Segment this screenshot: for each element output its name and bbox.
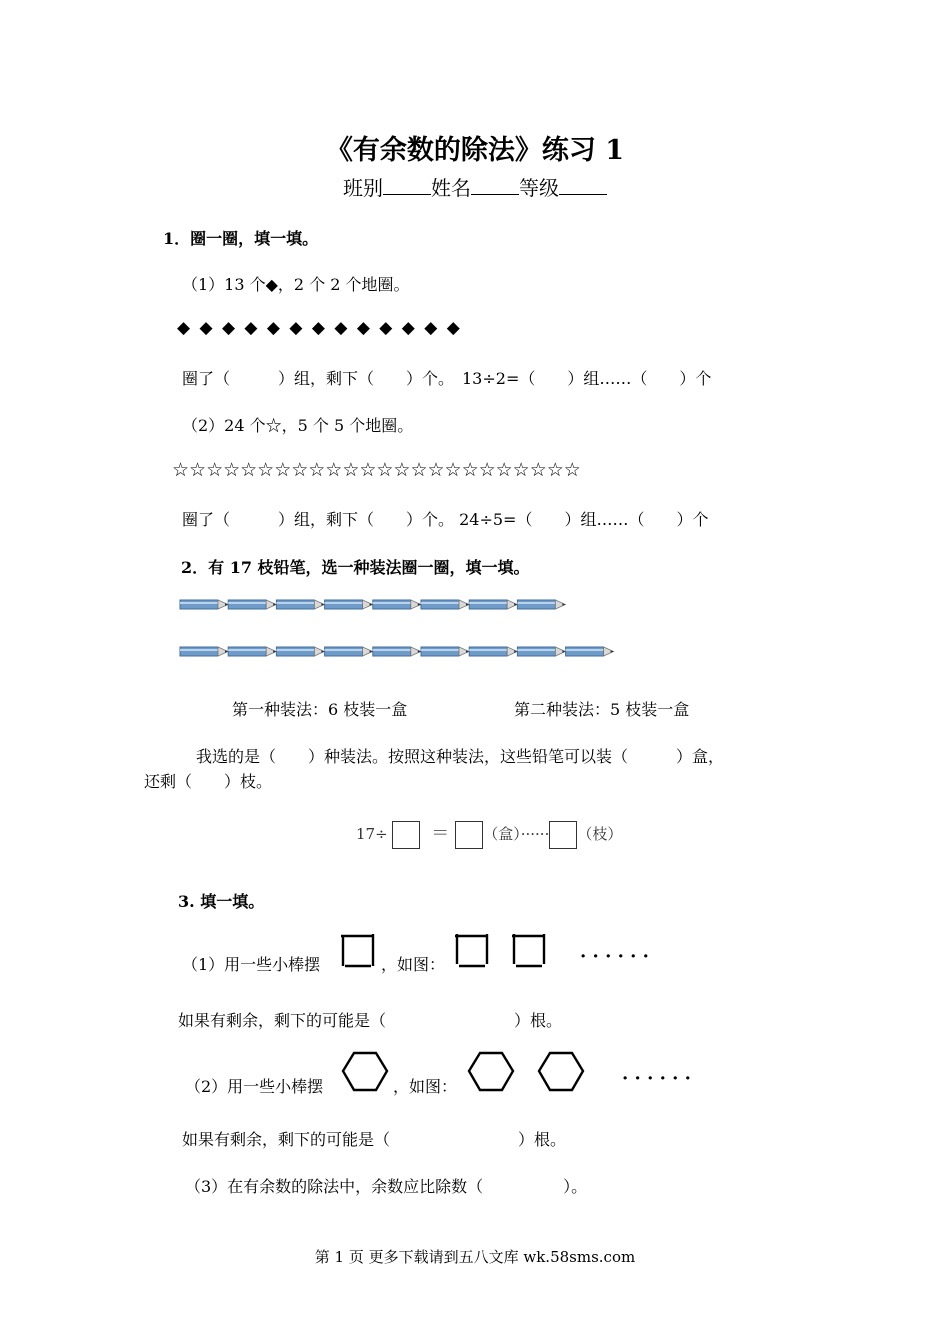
q2-choice-line-2: 还剩（ ）枝。 [144,772,273,791]
equals-sign: ＝ [431,823,450,844]
pencil-icon [180,600,228,609]
pencil-icon [469,647,517,656]
q3-heading: 3. 填一填。 [178,892,265,911]
q3-part2-prefix: （2）用一些小棒摆 [185,1077,324,1096]
square-shape-icon [339,932,379,970]
equation-dots: ······ [520,825,550,843]
q3-part2-mid: ，如图： [393,1077,458,1096]
class-label: 班别 [343,176,383,200]
quotient-box[interactable] [455,821,483,849]
pencil-icon [373,647,421,656]
q3-part1-answer: 如果有剩余，剩下的可能是（ ）根。 [178,1011,563,1030]
q3-part2-dots: · · · · · · [622,1068,691,1089]
q3-part1-dots: · · · · · · [580,946,649,967]
square-shape-icon [453,932,493,970]
pencil-icon [228,600,276,609]
stick-unit: （枝） [577,825,623,843]
box-unit: （盒） [483,825,521,843]
page-footer: 第 1 页 更多下载请到五八文库 wk.58sms.com [314,1248,636,1266]
hexagon-shape-icon [341,1050,391,1094]
q1-star-row: ☆☆☆☆☆☆☆☆☆☆☆☆☆☆☆☆☆☆☆☆☆☆☆☆ [172,459,581,481]
pencil-icon [421,647,469,656]
q3-part1-prefix: （1）用一些小棒摆 [182,955,321,974]
q3-part2-answer: 如果有剩余，剩下的可能是（ ）根。 [182,1130,567,1149]
page-title: 《有余数的除法》练习 1 [325,135,625,166]
pencil-icon [325,647,373,656]
pencil-icon [517,600,565,609]
hexagon-shape-icon [467,1050,517,1094]
hexagon-shape-icon [537,1050,587,1094]
q1-part1-answer: 圈了（ ）组，剩下（ ）个。 13÷2=（ ）组……（ ）个 [182,369,712,388]
pencil-icon [517,647,565,656]
pencil-icon [228,647,276,656]
class-blank[interactable] [383,174,431,195]
pencil-icon [180,647,228,656]
pencil-icon [373,600,421,609]
pencil-icon [469,600,517,609]
q1-part1-prompt: （1）13 个◆，2 个 2 个地圈。 [182,275,410,294]
name-label: 姓名 [431,176,471,200]
pencil-icon [276,600,324,609]
q1-part2-answer: 圈了（ ）组，剩下（ ）个。 24÷5=（ ）组……（ ）个 [182,510,709,529]
pencil-row-2 [180,643,630,661]
student-info-line [0,172,950,201]
equation-lhs: 17÷ [356,825,388,843]
q1-heading: 1．圈一圈，填一填。 [163,229,319,248]
pencil-row-1 [180,596,580,614]
q2-choice-line-1: 我选的是（ ）种装法。按照这种装法，这些铅笔可以装（ ）盒， [196,747,725,766]
q2-method-1: 第一种装法：6 枝装一盒 [232,700,408,719]
q2-heading: 2．有 17 枝铅笔，选一种装法圈一圈，填一填。 [181,558,530,577]
grade-label: 等级 [519,176,559,200]
pencil-icon [566,647,614,656]
q3-part3: （3）在有余数的除法中，余数应比除数（ ）。 [185,1177,588,1196]
q3-part1-mid: ，如图： [381,955,446,974]
square-shape-icon [510,932,550,970]
pencil-icon [276,647,324,656]
pencil-icon [421,600,469,609]
q1-part2-prompt: （2）24 个☆，5 个 5 个地圈。 [182,416,414,435]
divisor-box[interactable] [392,821,420,849]
name-blank[interactable] [471,174,519,195]
remainder-box[interactable] [549,821,577,849]
pencil-icon [325,600,373,609]
grade-blank[interactable] [559,174,607,195]
q1-diamond-row: ◆ ◆ ◆ ◆ ◆ ◆ ◆ ◆ ◆ ◆ ◆ ◆ ◆ [177,318,460,338]
q2-equation [356,818,622,850]
q2-method-2: 第二种装法：5 枝装一盒 [514,700,690,719]
